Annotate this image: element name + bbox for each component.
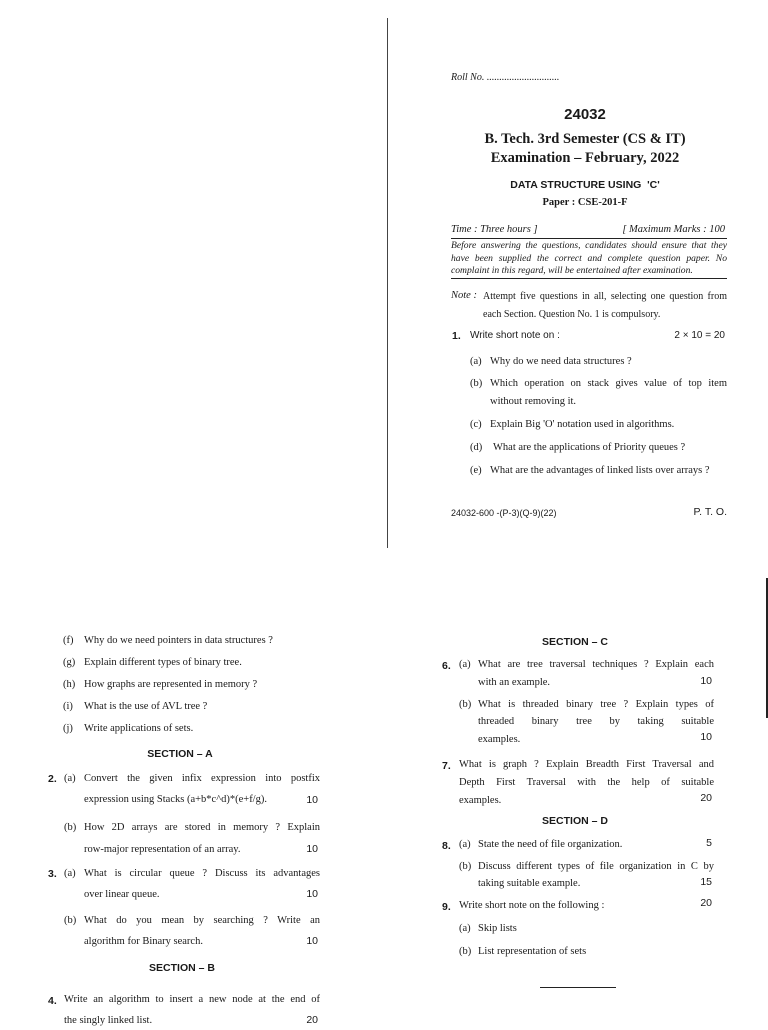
part-label: (a) xyxy=(470,356,482,367)
q6b-line3: examples. xyxy=(478,734,521,745)
q6b-label: (b) xyxy=(459,699,472,710)
part-label: (b) xyxy=(470,378,483,389)
q2a-line2: expression using Stacks (a+b*c^d)*(e+f/g). xyxy=(84,794,267,805)
end-rule xyxy=(540,987,616,988)
q2b-marks: 10 xyxy=(306,843,318,855)
section-d-heading: SECTION – D xyxy=(542,815,608,827)
time-allowed: Time : Three hours ] xyxy=(451,224,538,235)
header-rule-bottom xyxy=(451,278,727,279)
scan-binding-line xyxy=(387,18,388,548)
q9-number: 9. xyxy=(442,901,451,913)
part-label: (j) xyxy=(63,723,73,734)
q1-part-h xyxy=(63,676,323,698)
q9-marks: 20 xyxy=(700,897,712,909)
paper-number: Paper : CSE-201-F xyxy=(542,197,628,208)
q9-part-a-text: Skip lists xyxy=(478,923,517,934)
q7-line2: Depth First Traversal with the help of suitable xyxy=(459,777,714,788)
part-label: (g) xyxy=(63,657,76,668)
q4-line2: the singly linked list. xyxy=(64,1015,153,1026)
q8a-text: State the need of file organization. xyxy=(478,839,623,850)
q2a-marks: 10 xyxy=(306,794,318,806)
part-text: How graphs are represented in memory ? xyxy=(84,679,258,690)
q8b-marks: 15 xyxy=(700,876,712,888)
part-text: Why do we need pointers in data structures ? xyxy=(84,635,273,646)
q2b-label: (b) xyxy=(64,822,77,833)
part-text: Which operation on stack gives value of top item without removing it. xyxy=(490,378,727,407)
part-label: (i) xyxy=(63,701,73,712)
part-text: Why do we need data structures ? xyxy=(490,356,632,367)
q1-part-i xyxy=(63,698,323,720)
q3b-label: (b) xyxy=(64,915,77,926)
roll-number-field: Roll No. ............................. xyxy=(451,72,560,83)
header-rule-top xyxy=(451,238,727,239)
q2a-line1: Convert the given infix expression into postfix xyxy=(84,773,320,784)
q6a-line1: What are tree traversal techniques ? Explain each xyxy=(478,659,714,670)
q3-number: 3. xyxy=(48,868,57,880)
part-label: (h) xyxy=(63,679,76,690)
q1-text: Write short note on : xyxy=(470,330,560,341)
part-text: What are the applications of Priority queues ? xyxy=(493,442,686,453)
section-c-heading: SECTION – C xyxy=(542,636,608,648)
q1-marks: 2 × 10 = 20 xyxy=(674,330,725,341)
part-label: (f) xyxy=(63,635,74,646)
q2-number: 2. xyxy=(48,773,57,785)
q9-text: Write short note on the following : xyxy=(459,900,605,911)
course-title: B. Tech. 3rd Semester (CS & IT) xyxy=(484,131,686,147)
part-label: (e) xyxy=(470,465,482,476)
q1-part-g xyxy=(63,654,323,676)
q7-number: 7. xyxy=(442,760,451,772)
q8b-line1: Discuss different types of file organization in C by xyxy=(478,861,714,872)
q4-number: 4. xyxy=(48,995,57,1007)
q3a-line1: What is circular queue ? Discuss its advantages xyxy=(84,868,320,879)
part-label: (d) xyxy=(470,442,483,453)
q8b-label: (b) xyxy=(459,861,472,872)
exam-title: Examination – February, 2022 xyxy=(490,150,680,166)
part-text: Write applications of sets. xyxy=(84,723,194,734)
q9-part-b-text: List representation of sets xyxy=(478,946,587,957)
q3a-line2: over linear queue. xyxy=(84,889,160,900)
part-text: What is the use of AVL tree ? xyxy=(84,701,208,712)
paper-code: 24032 xyxy=(564,106,606,123)
q3b-marks: 10 xyxy=(306,935,318,947)
q9-part-b-label: (b) xyxy=(459,946,472,957)
part-text: Explain Big 'O' notation used in algorithms. xyxy=(490,419,675,430)
q7-marks: 20 xyxy=(700,792,712,804)
q2b-line1: How 2D arrays are stored in memory ? Explain xyxy=(84,822,320,833)
q3b-line1: What do you mean by searching ? Write an xyxy=(84,915,320,926)
q8a-label: (a) xyxy=(459,839,471,850)
q7-line3: examples. xyxy=(459,795,502,806)
q6-number: 6. xyxy=(442,660,451,672)
q6a-line2: with an example. xyxy=(478,677,551,688)
maximum-marks: [ Maximum Marks : 100 xyxy=(622,224,725,235)
q6a-label: (a) xyxy=(459,659,471,670)
q8a-marks: 5 xyxy=(706,837,712,849)
q2a-label: (a) xyxy=(64,773,76,784)
q1-continued-parts xyxy=(63,632,323,742)
q7-line1: What is graph ? Explain Breadth First Traversal and xyxy=(459,759,714,770)
q1-number: 1. xyxy=(452,330,461,342)
subject-title: DATA STRUCTURE USING 'C' xyxy=(510,179,660,191)
part-text: What are the advantages of linked lists over arrays ? xyxy=(490,465,710,476)
note-label: Note : xyxy=(451,290,477,301)
q8b-line2: taking suitable example. xyxy=(478,878,581,889)
q2b-line2: row-major representation of an array. xyxy=(84,844,241,855)
q6a-marks: 10 xyxy=(700,675,712,687)
part-label: (c) xyxy=(470,419,482,430)
part-text: Explain different types of binary tree. xyxy=(84,657,242,668)
q6b-line1: What is threaded binary tree ? Explain types of xyxy=(478,699,714,710)
q3a-marks: 10 xyxy=(306,888,318,900)
q3b-line2: algorithm for Binary search. xyxy=(84,936,203,947)
q1-part-f xyxy=(63,632,323,654)
q4-line1: Write an algorithm to insert a new node at the end of xyxy=(64,994,320,1005)
q6b-line2: threaded binary tree by taking suitable xyxy=(478,716,714,727)
q4-marks: 20 xyxy=(306,1014,318,1026)
section-a-heading: SECTION – A xyxy=(147,748,213,760)
q8-number: 8. xyxy=(442,840,451,852)
q6b-marks: 10 xyxy=(700,731,712,743)
q1-part-j xyxy=(63,720,323,742)
footer-code: 24032-600 -(P-3)(Q-9)(22) xyxy=(451,508,557,518)
section-b-heading: SECTION – B xyxy=(149,962,215,974)
note-text: Attempt five questions in all, selecting one question from each Section. Question No. 1 is compulsory. xyxy=(483,291,727,320)
q9-part-a-label: (a) xyxy=(459,923,471,934)
footer-pto: P. T. O. xyxy=(693,506,727,518)
instructions-box: Before answering the questions, candidates should ensure that they have been supplied the correct and complete question paper. No complaint in this regard, will be entertained after examination. xyxy=(451,240,727,276)
q3a-label: (a) xyxy=(64,868,76,879)
